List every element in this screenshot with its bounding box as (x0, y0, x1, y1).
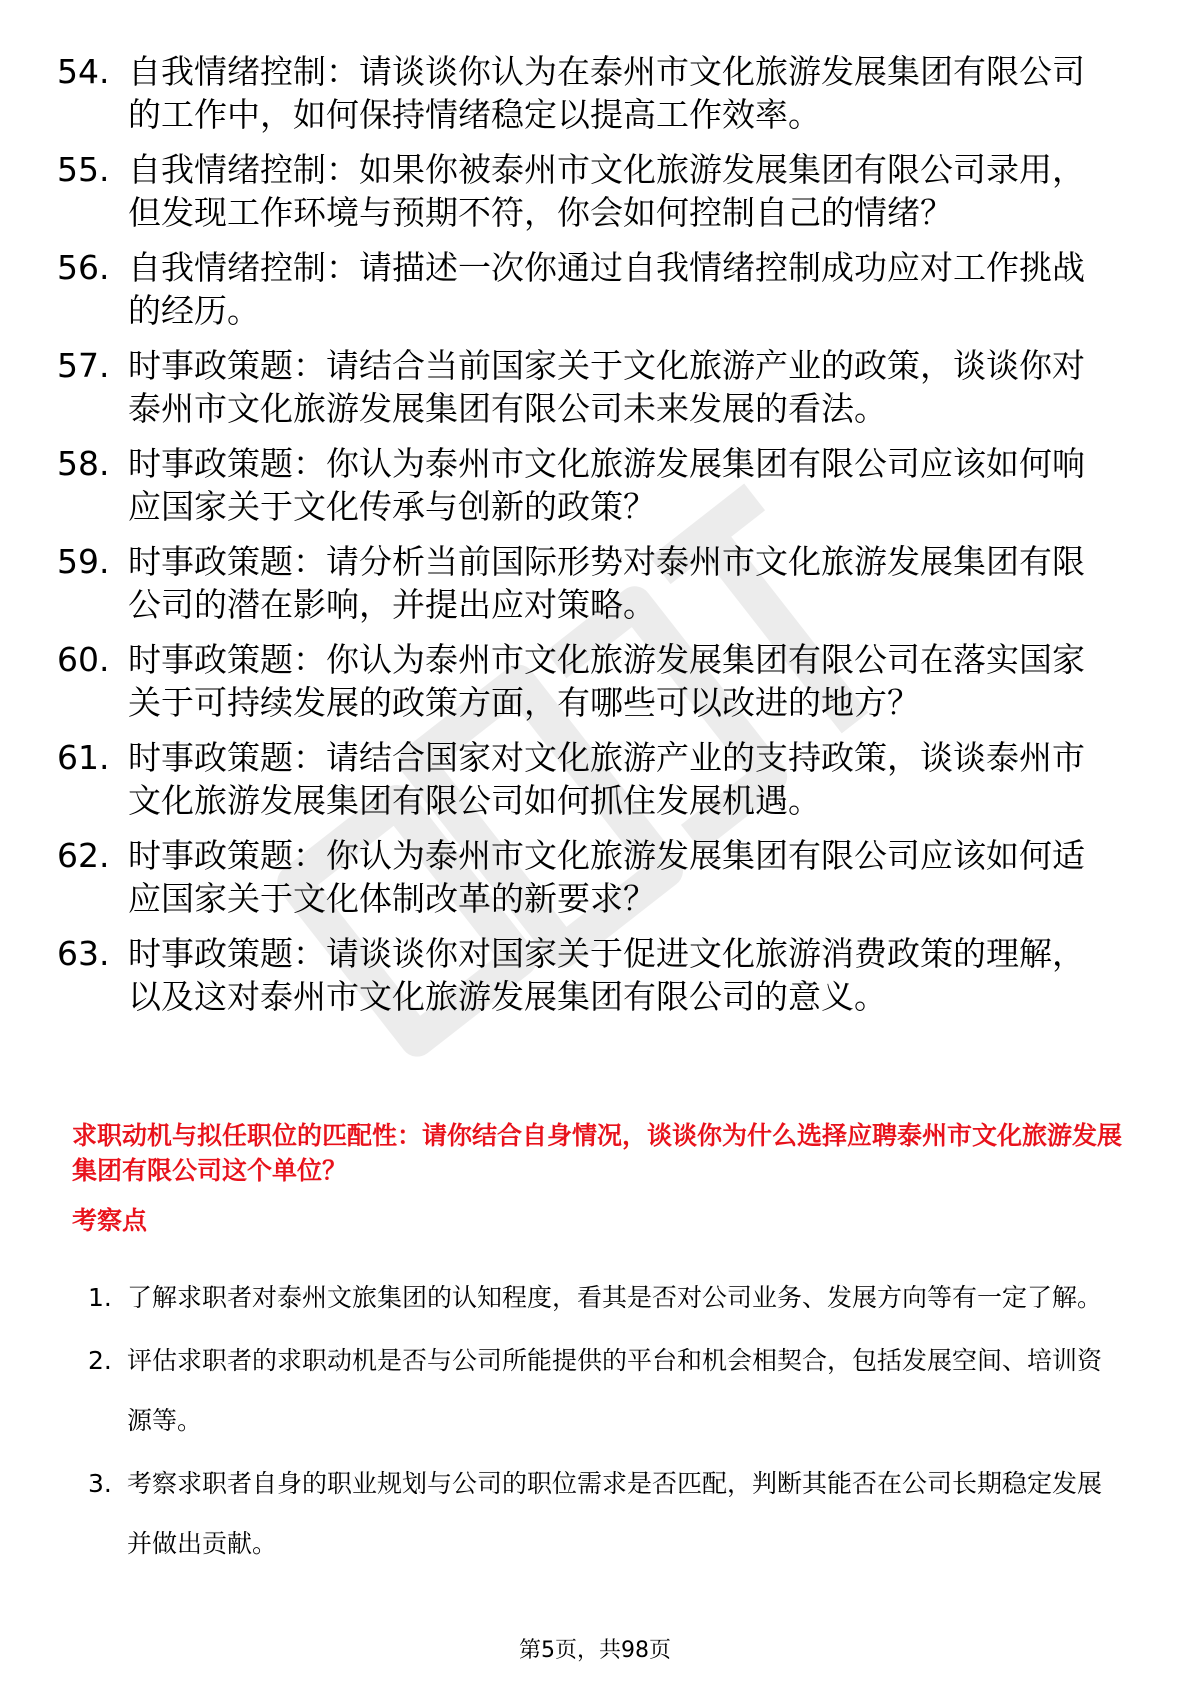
question-number: 62. (57, 836, 110, 875)
page-footer: 第5页，共98页 (519, 1638, 671, 1663)
question-number: 57. (57, 346, 110, 385)
question-item (0, 932, 1190, 1018)
question-text: 时事政策题：你认为泰州市文化旅游发展集团有限公司在落实国家关于可持续发展的政策方面，有哪些可以改进的地方？ (128, 640, 1085, 722)
question-item (0, 148, 1190, 234)
question-item (0, 246, 1190, 332)
evaluation-point (0, 1331, 1190, 1451)
evaluation-point (0, 1268, 1190, 1328)
question-text: 时事政策题：你认为泰州市文化旅游发展集团有限公司应该如何响应国家关于文化传承与创新的政策？ (128, 444, 1085, 526)
question-text: 时事政策题：请结合国家对文化旅游产业的支持政策，谈谈泰州市文化旅游发展集团有限公司如何抓住发展机遇。 (128, 738, 1085, 820)
question-number: 61. (57, 738, 110, 777)
question-number: 63. (57, 934, 110, 973)
question-text: 时事政策题：请结合当前国家关于文化旅游产业的政策，谈谈你对泰州市文化旅游发展集团有限公司未来发展的看法。 (128, 346, 1085, 428)
section-heading: 求职动机与拟任职位的匹配性：请你结合自身情况，谈谈你为什么选择应聘泰州市文化旅游发展集团有限公司这个单位？ (72, 1121, 1123, 1185)
evaluation-point (0, 1454, 1190, 1574)
evaluation-point-number: 3. (88, 1469, 112, 1498)
question-text: 时事政策题：请谈谈你对国家关于促进文化旅游消费政策的理解，以及这对泰州市文化旅游发展集团有限公司的意义。 (128, 934, 1085, 1016)
question-text: 自我情绪控制：请谈谈你认为在泰州市文化旅游发展集团有限公司的工作中，如何保持情绪稳定以提高工作效率。 (128, 52, 1085, 134)
evaluation-points-list (0, 1268, 1190, 1577)
question-number: 59. (57, 542, 110, 581)
question-text: 自我情绪控制：请描述一次你通过自我情绪控制成功应对工作挑战的经历。 (128, 248, 1085, 330)
evaluation-point-number: 2. (88, 1346, 112, 1375)
question-number: 56. (57, 248, 110, 287)
question-number: 55. (57, 150, 110, 189)
question-item (0, 736, 1190, 822)
question-item (0, 540, 1190, 626)
question-item (0, 344, 1190, 430)
question-text: 时事政策题：你认为泰州市文化旅游发展集团有限公司应该如何适应国家关于文化体制改革的新要求？ (128, 836, 1085, 918)
question-number: 58. (57, 444, 110, 483)
question-item (0, 442, 1190, 528)
evaluation-point-text: 考察求职者自身的职业规划与公司的职位需求是否匹配，判断其能否在公司长期稳定发展并做出贡献。 (127, 1469, 1103, 1558)
question-number: 54. (57, 52, 110, 91)
question-text: 时事政策题：请分析当前国际形势对泰州市文化旅游发展集团有限公司的潜在影响，并提出应对策略。 (128, 542, 1085, 624)
evaluation-point-text: 评估求职者的求职动机是否与公司所能提供的平台和机会相契合，包括发展空间、培训资源等。 (127, 1346, 1103, 1435)
question-number: 60. (57, 640, 110, 679)
question-list (0, 50, 1190, 1030)
evaluation-point-text: 了解求职者对泰州文旅集团的认知程度，看其是否对公司业务、发展方向等有一定了解。 (127, 1283, 1103, 1312)
question-item (0, 50, 1190, 136)
evaluation-point-number: 1. (88, 1283, 112, 1312)
question-item (0, 638, 1190, 724)
question-item (0, 834, 1190, 920)
evaluation-points-title: 考察点 (72, 1206, 148, 1235)
question-text: 自我情绪控制：如果你被泰州市文化旅游发展集团有限公司录用，但发现工作环境与预期不符，你会如何控制自己的情绪？ (128, 150, 1085, 232)
